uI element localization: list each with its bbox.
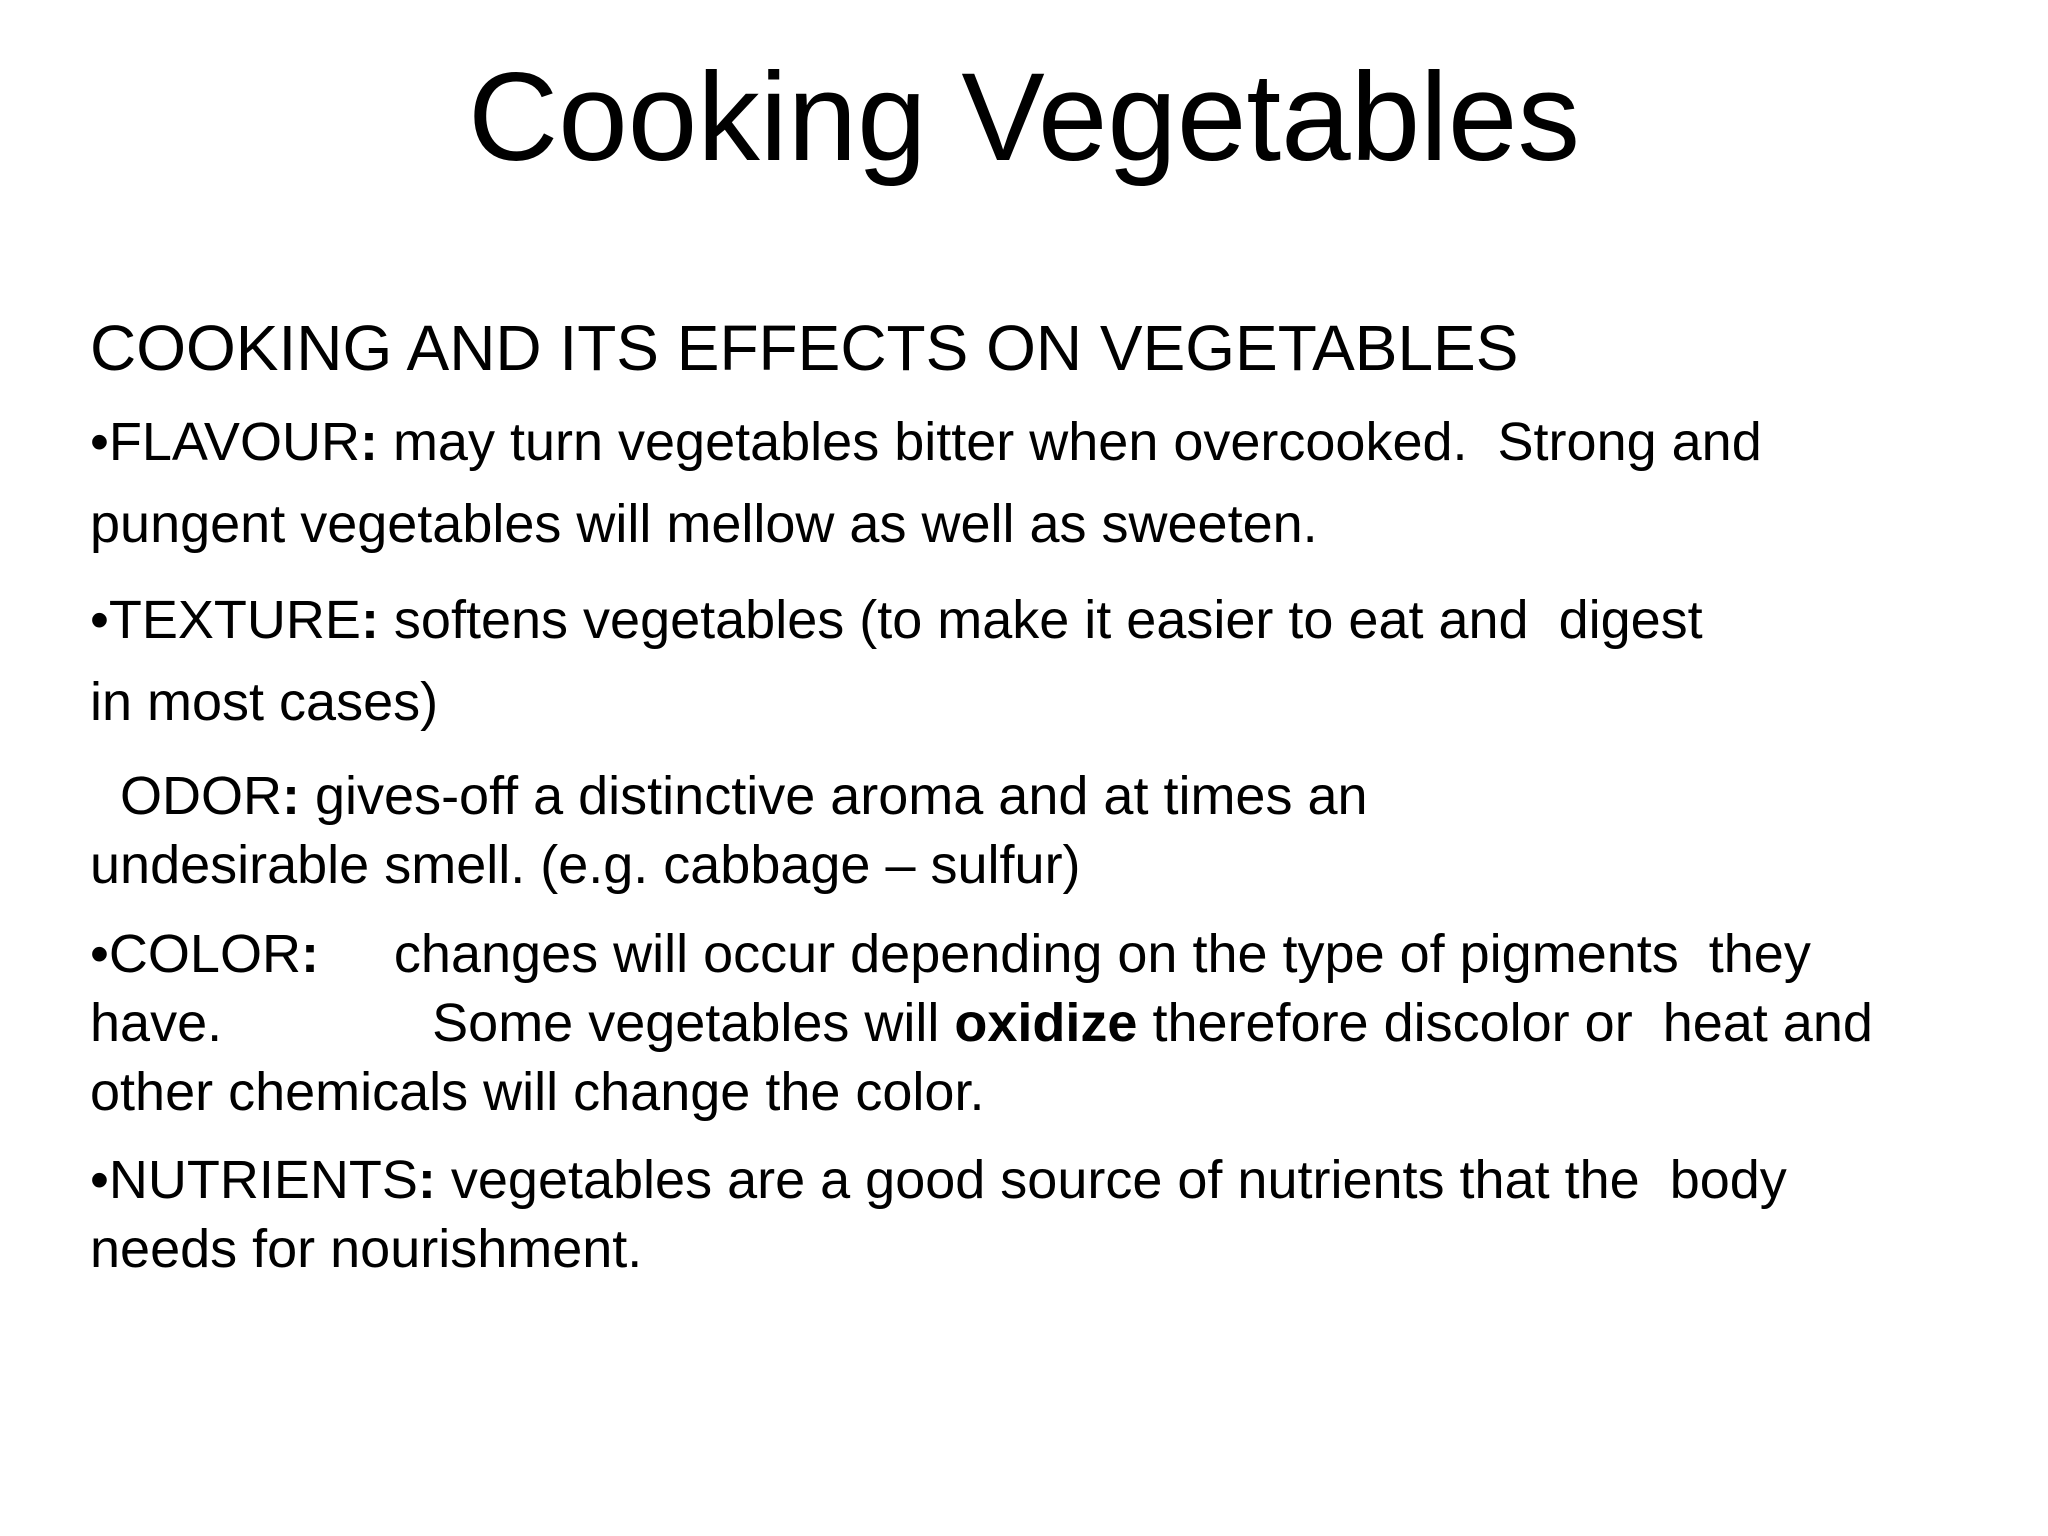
- oxidize-emphasis: oxidize: [954, 993, 1138, 1053]
- texture-label: •TEXTURE: [90, 590, 361, 650]
- texture-line-2: in most cases): [90, 672, 439, 732]
- flavour-colon: :: [359, 412, 378, 472]
- odor-text-1: gives-off a distinctive aroma and at times an: [300, 766, 1368, 826]
- odor-label: ODOR: [90, 766, 283, 826]
- color-colon: :: [300, 924, 319, 984]
- texture-line-1: [90, 588, 1703, 652]
- odor-colon: :: [282, 766, 300, 826]
- flavour-line-1: [90, 410, 1762, 474]
- color-text-1: changes will occur depending on the type of pigments they: [318, 924, 1811, 984]
- nutrients-line-1: [90, 1148, 1787, 1212]
- color-text-2c: therefore discolor or heat and: [1137, 993, 1873, 1053]
- color-line-3: other chemicals will change the color.: [90, 1062, 985, 1122]
- color-label: •COLOR: [90, 924, 301, 984]
- color-line-2: [90, 991, 1873, 1055]
- nutrients-text-1: vegetables are a good source of nutrients that the body: [435, 1150, 1787, 1210]
- nutrients-colon: :: [417, 1150, 436, 1210]
- flavour-label: •FLAVOUR: [90, 412, 360, 472]
- flavour-text-1: may turn vegetables bitter when overcooked. Strong and: [377, 412, 1762, 472]
- flavour-line-2: pungent vegetables will mellow as well as sweeten.: [90, 494, 1318, 554]
- odor-line-2: undesirable smell. (e.g. cabbage – sulfur): [90, 835, 1081, 895]
- texture-colon: :: [360, 590, 379, 650]
- nutrients-line-2: needs for nourishment.: [90, 1219, 643, 1279]
- color-text-2a: have. Some vegetables will: [90, 993, 955, 1053]
- subheading: COOKING AND ITS EFFECTS ON VEGETABLES: [90, 312, 1519, 384]
- odor-line-1: [90, 764, 1368, 828]
- color-line-1: [90, 922, 1811, 986]
- slide-title: Cooking Vegetables: [468, 48, 1580, 187]
- nutrients-label: •NUTRIENTS: [90, 1150, 418, 1210]
- texture-text-1: softens vegetables (to make it easier to eat and digest: [378, 590, 1703, 650]
